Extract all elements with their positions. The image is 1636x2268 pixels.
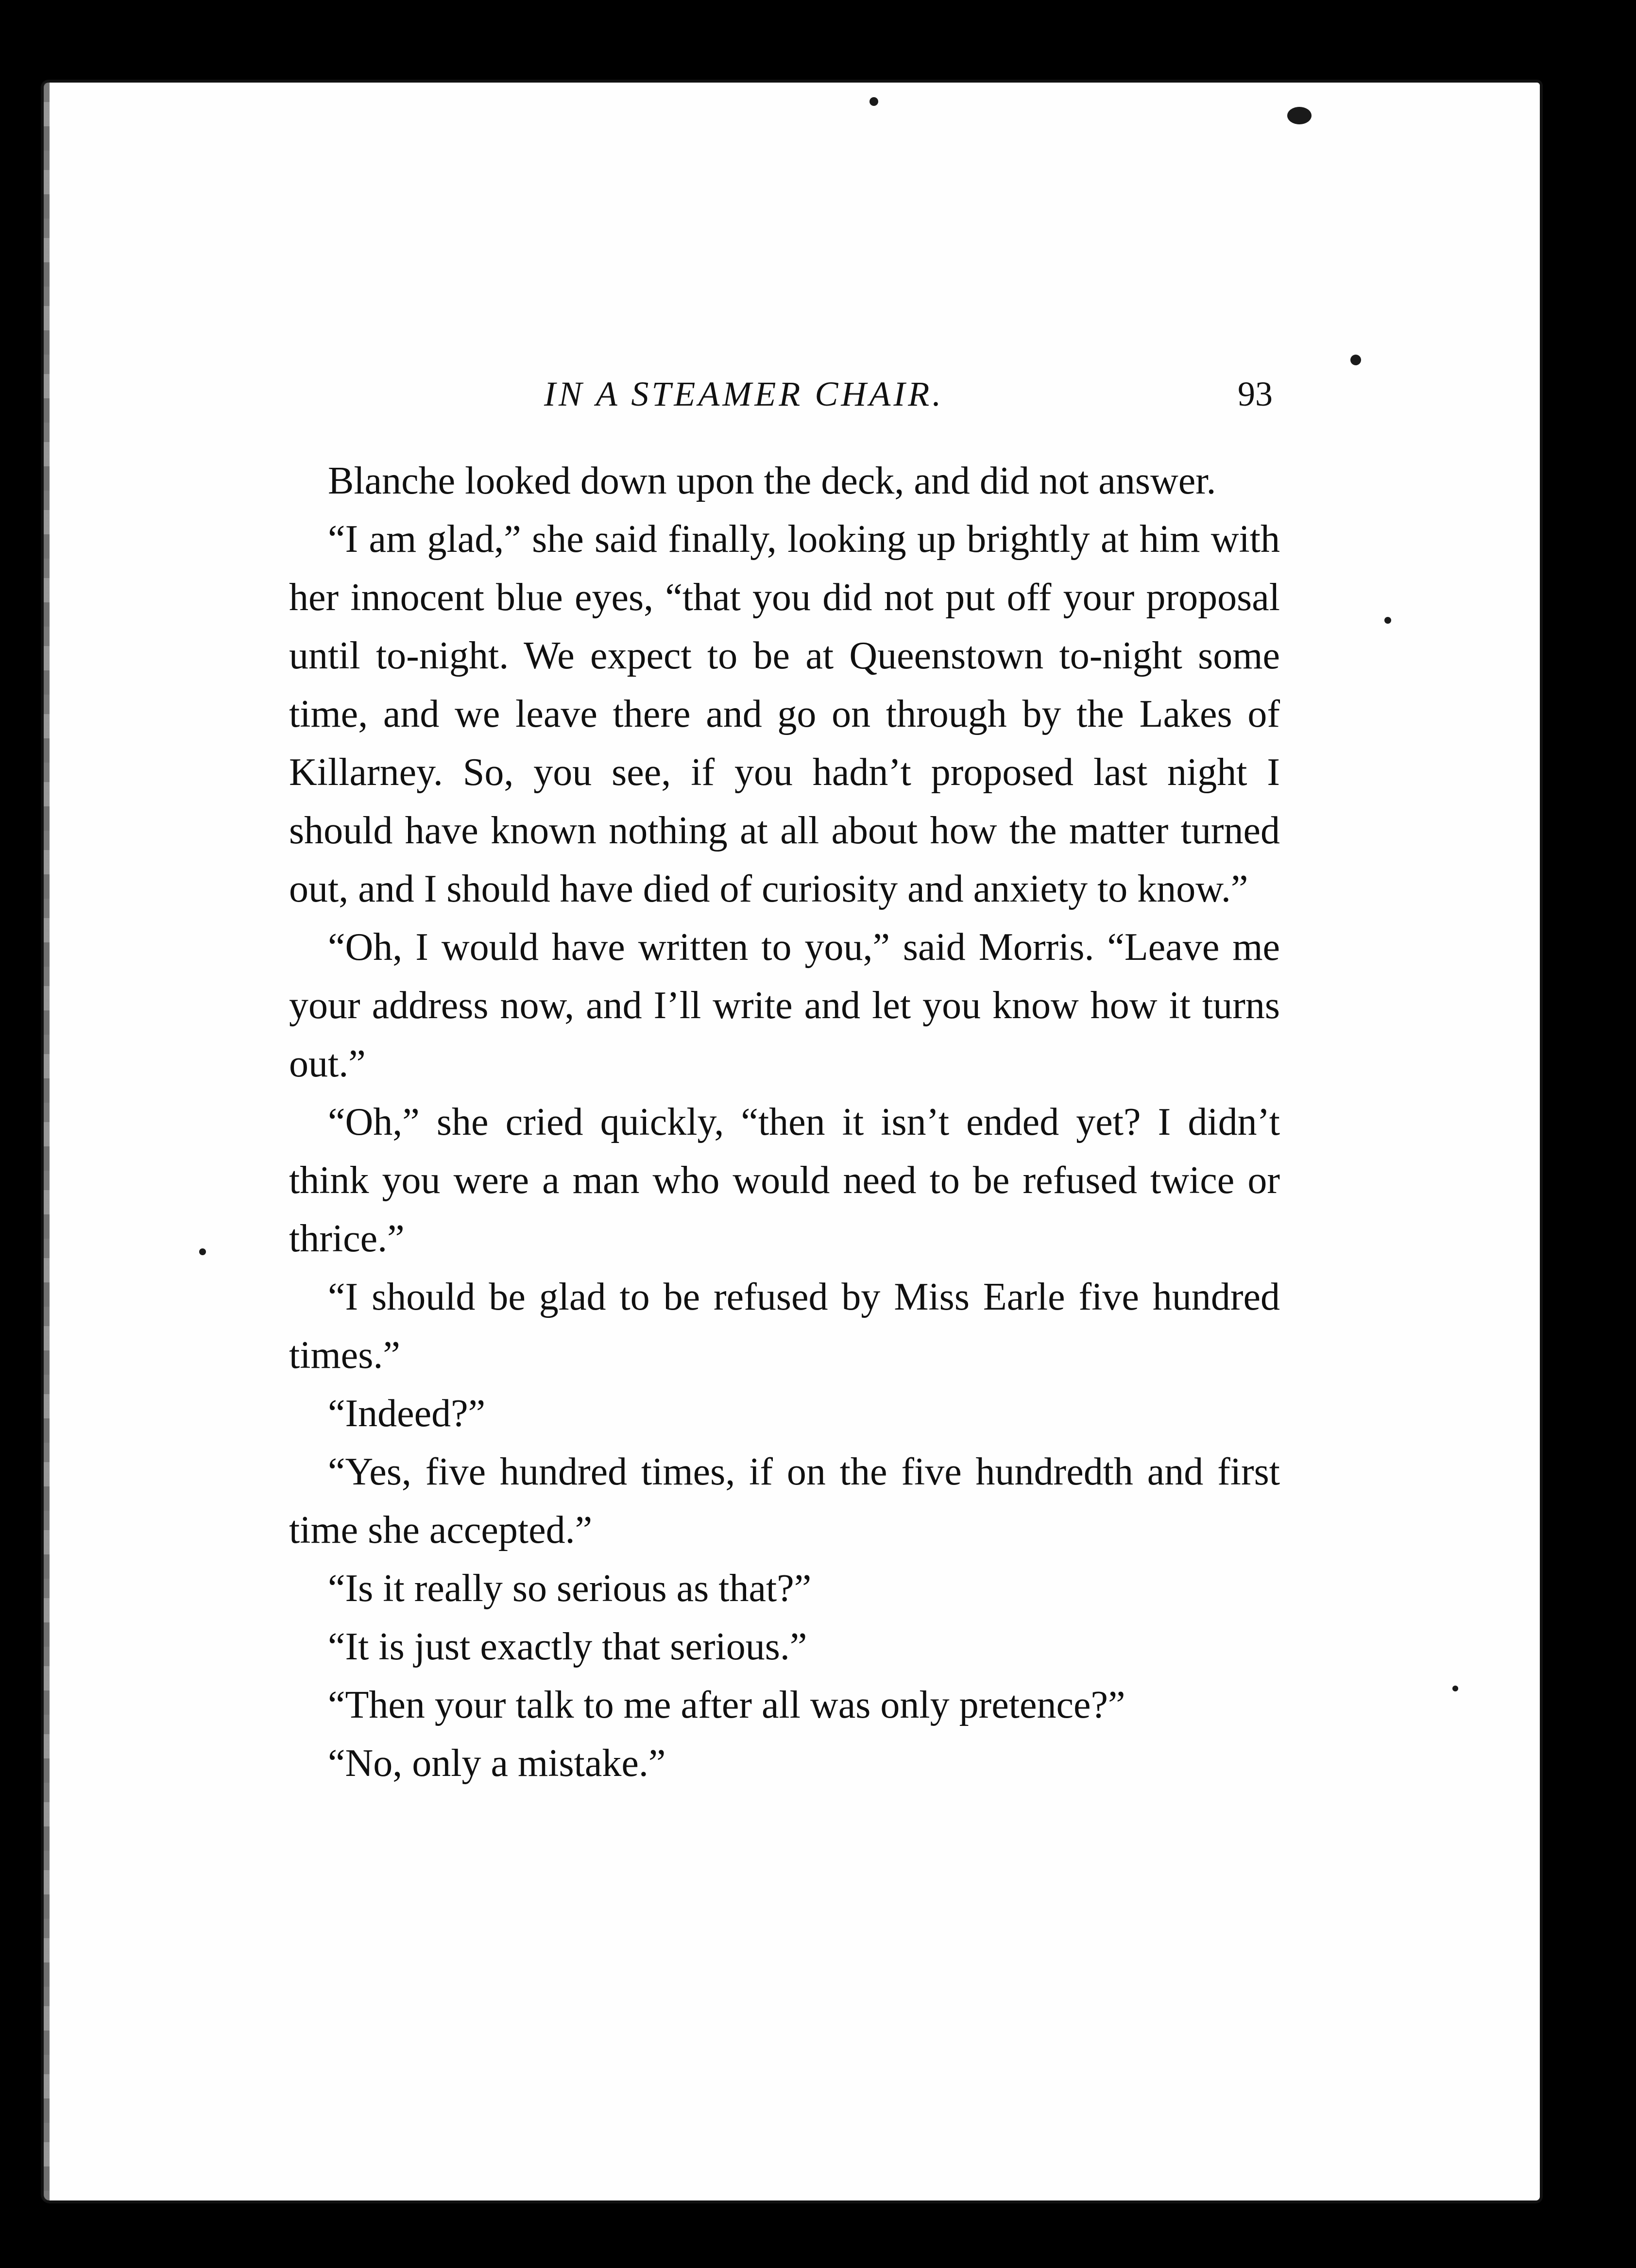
scan-speck	[1384, 617, 1391, 624]
paragraph: “Oh, I would have written to you,” said Morris. “Leave me your address now, and I’ll write and let you know how it turns out.”	[289, 926, 1280, 1085]
page-header	[544, 374, 1273, 423]
paragraph: “Yes, five hundred times, if on the five hundredth and first time she accepted.”	[289, 1450, 1280, 1552]
scan-speck	[869, 97, 878, 106]
book-page	[44, 83, 1540, 2200]
running-head: IN A STEAMER CHAIR.	[544, 375, 944, 413]
page-number: 93	[1238, 375, 1273, 413]
paragraph: “I am glad,” she said finally, looking up brightly at him with her innocent blue eyes, “that you did not put off your proposal until to-night. We expect to be at Queenstown to-night some time, and we leave there and go on through by the Lakes of Killarney. So, you see, if you hadn’t proposed last night I should have known nothing at all about how the matter turned out, and I should have died of curiosity and anxiety to know.”	[289, 518, 1280, 910]
scan-speck	[1452, 1686, 1458, 1691]
paragraph: “I should be glad to be refused by Miss Earle five hundred times.”	[289, 1276, 1280, 1377]
paragraph: “Oh,” she cried quickly, “then it isn’t ended yet? I didn’t think you were a man who would need to be refused twice or thrice.”	[289, 1101, 1280, 1260]
paragraph: “It is just exactly that serious.”	[328, 1625, 807, 1668]
paragraph: “Is it really so serious as that?”	[328, 1567, 812, 1610]
paragraph: “No, only a mistake.”	[328, 1742, 666, 1785]
paragraph: “Then your talk to me after all was only pretence?”	[328, 1684, 1125, 1726]
body-text	[289, 452, 1280, 1792]
paragraph: “Indeed?”	[328, 1392, 486, 1435]
scan-speck	[1350, 355, 1361, 365]
scan-speck	[1287, 107, 1312, 124]
scan-speck	[199, 1248, 206, 1255]
paragraph: Blanche looked down upon the deck, and did not answer.	[328, 460, 1216, 502]
